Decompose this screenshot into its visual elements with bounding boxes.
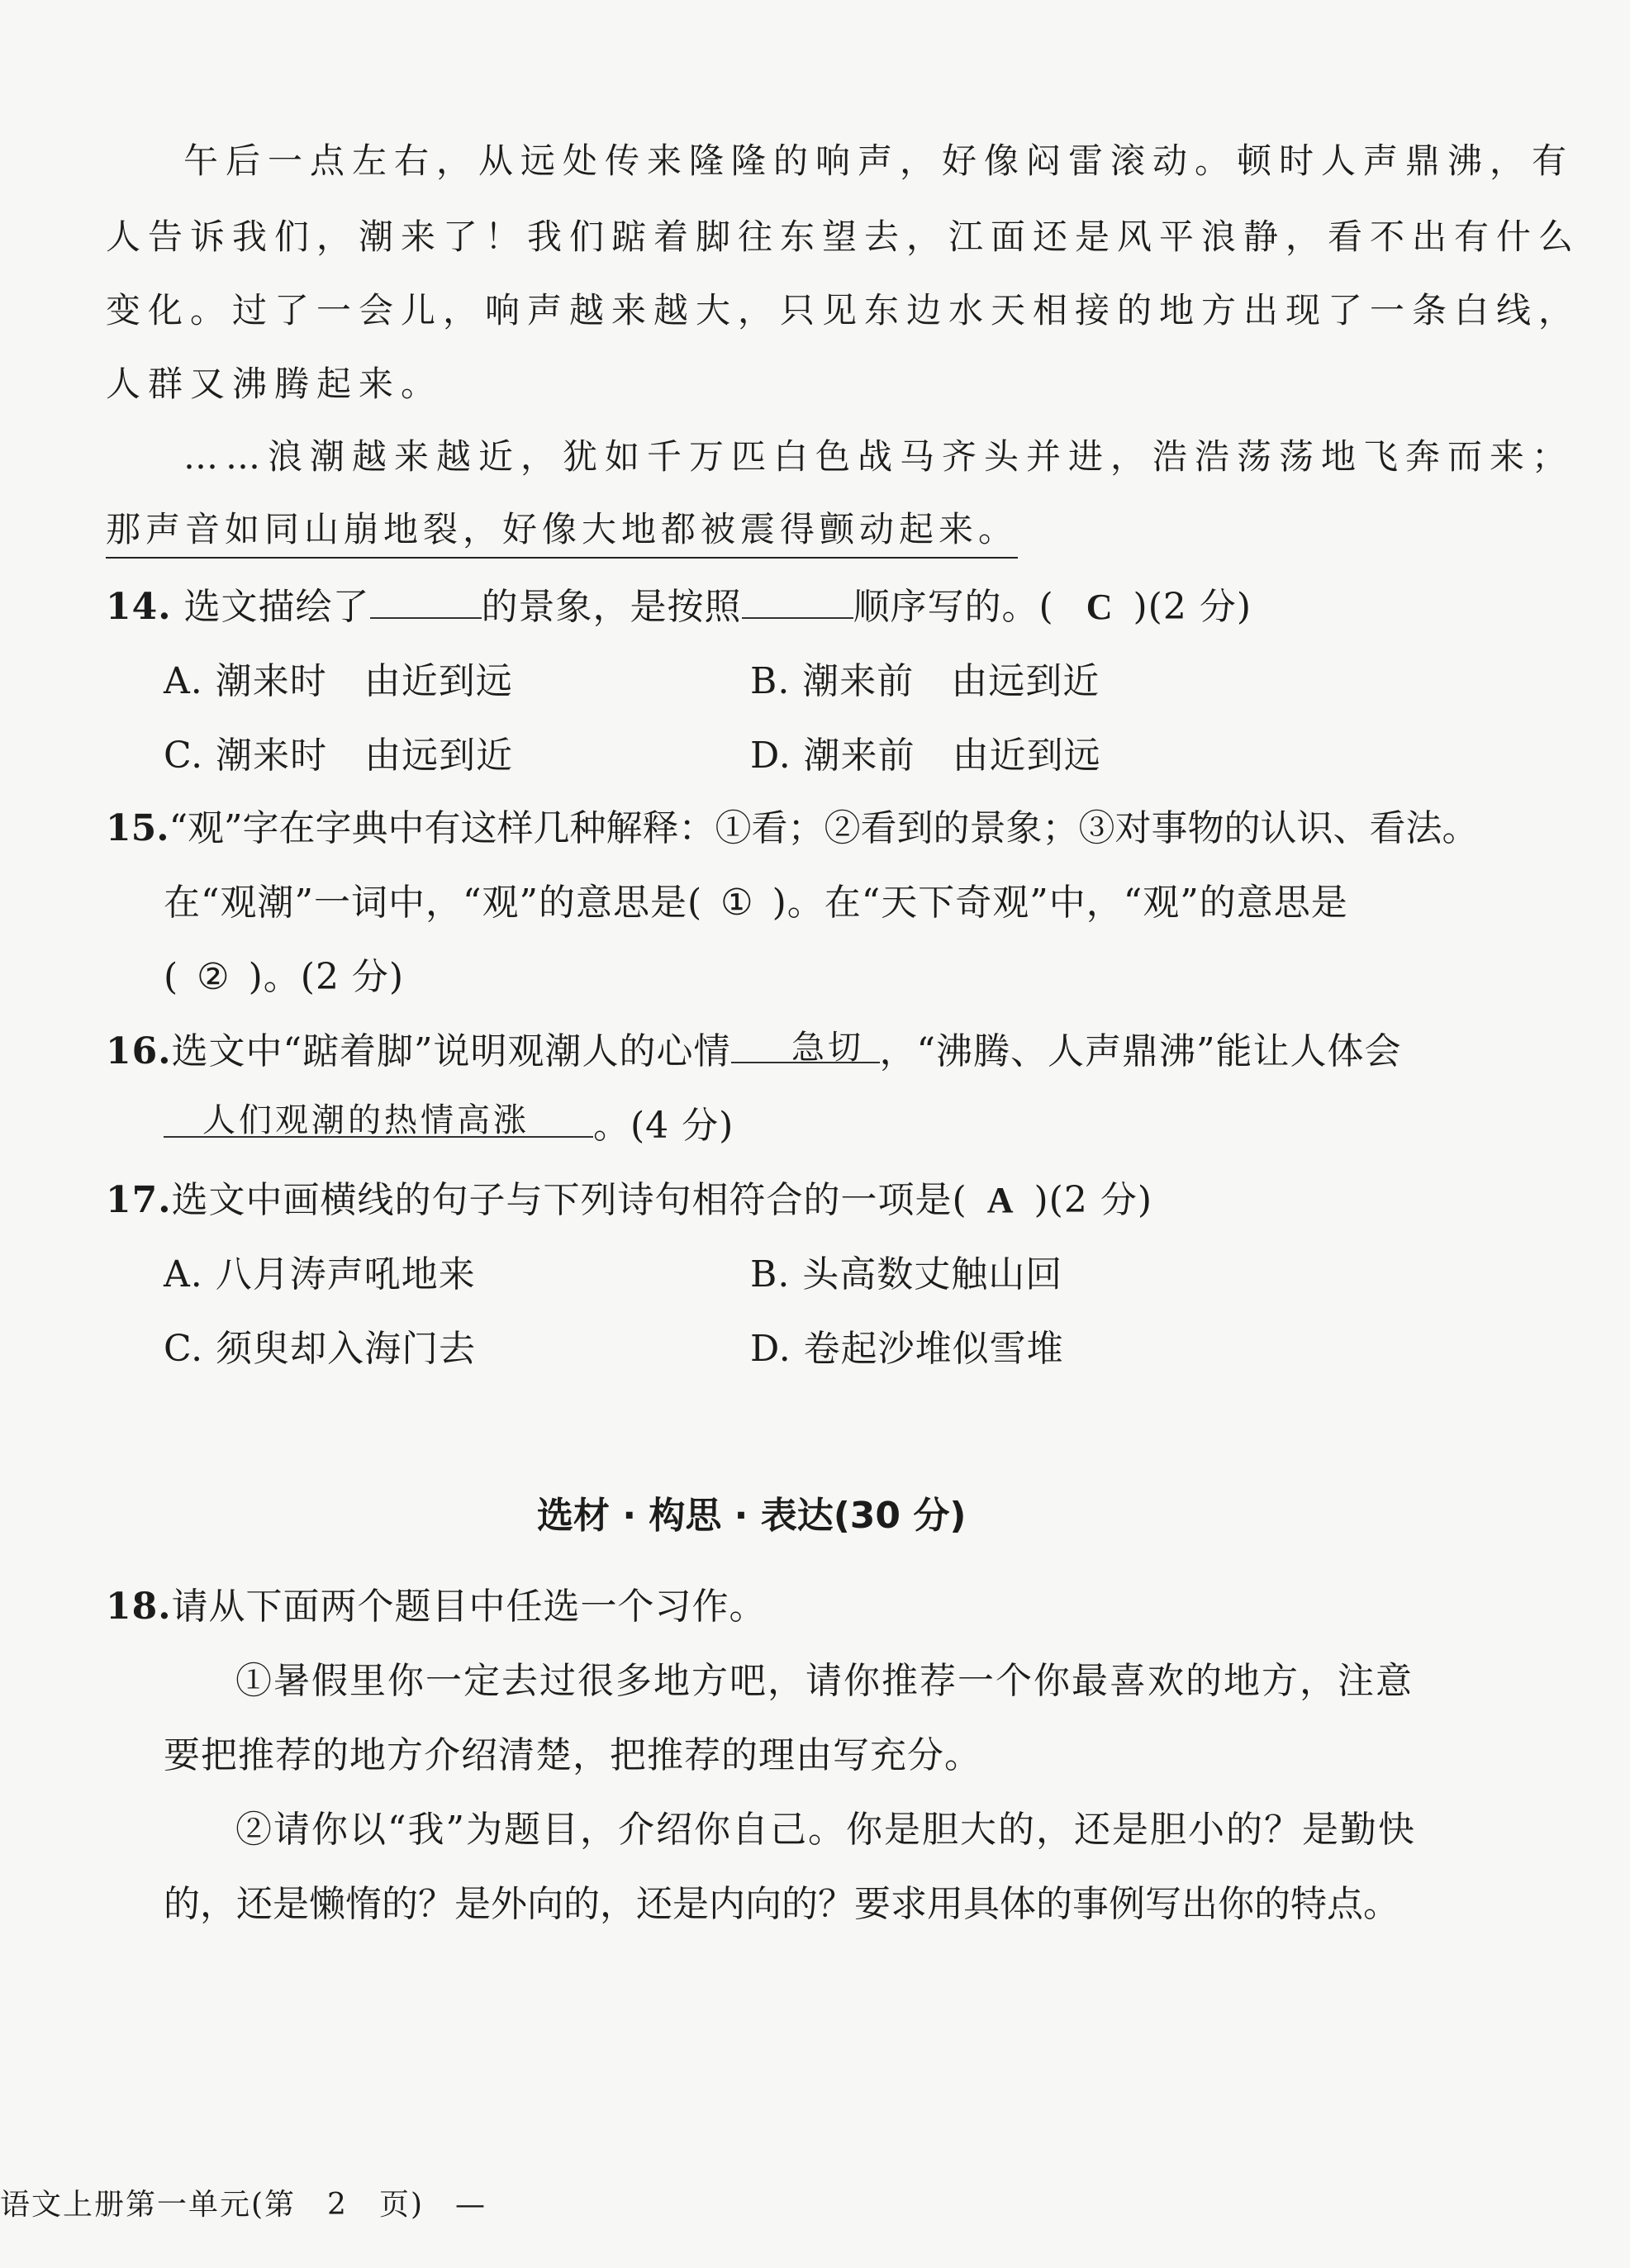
handwritten-answer-2: 人们观潮的热情高涨 [202, 1101, 530, 1139]
option-a: A. 潮来时 由近到远 [164, 660, 513, 702]
question-number: 14. [106, 586, 172, 628]
question-score: )(2 分) [1034, 1179, 1152, 1221]
question-number: 15. [106, 807, 169, 849]
question-text: 顺序写的。( [853, 586, 1054, 628]
question-text: 的景象，是按照 [481, 586, 742, 628]
question-text: 选文中“踮着脚”说明观潮人的心情 [171, 1030, 731, 1072]
option-d: D. 潮来前 由近到远 [750, 735, 1101, 777]
passage-line-3: 变化。过了一会儿，响声越来越大，只见东边水天相接的地方出现了一条白线， [106, 290, 1581, 330]
question-15-line-3 [164, 947, 404, 1000]
handwritten-answer: ② [197, 956, 230, 998]
question-15-line-2 [164, 872, 1348, 925]
handwritten-answer: ① [720, 882, 754, 924]
question-text: 在“观潮”一词中，“观”的意思是( [164, 882, 703, 924]
passage-line-5: ……浪潮越来越近，犹如千万匹白色战马齐头并进，浩浩荡荡地飞奔而来； [183, 436, 1575, 477]
option-d: D. 卷起沙堆似雪堆 [750, 1328, 1064, 1370]
question-17 [106, 1170, 1152, 1223]
question-text: “观”字在字典中有这样几种解释：①看；②看到的景象；③对事物的认识、看法。 [169, 807, 1479, 849]
option-c: C. 须臾却入海门去 [164, 1328, 477, 1370]
question-16 [106, 1021, 1402, 1074]
question-text: 请从下面两个题目中任选一个习作。 [171, 1586, 767, 1628]
question-score: 。(4 分) [593, 1105, 734, 1147]
prompt-1-line-1: ①暑假里你一定去过很多地方吧，请你推荐一个你最喜欢的地方，注意 [235, 1660, 1414, 1702]
question-number: 17. [106, 1179, 172, 1221]
option-b: B. 头高数丈触山回 [750, 1253, 1063, 1296]
handwritten-answer: A [986, 1180, 1015, 1220]
question-text: 选文中画横线的句子与下列诗句相符合的一项是( [171, 1179, 967, 1221]
underlined-sentence: 那声音如同山崩地裂，好像大地都被震得颤动起来。 [106, 502, 1018, 559]
page-footer: 语文上册第一单元(第 2 页) — [0, 2188, 487, 2222]
passage-line-4: 人群又沸腾起来。 [106, 364, 444, 404]
question-15 [106, 798, 1479, 851]
option-b: B. 潮来前 由远到近 [750, 660, 1100, 702]
question-text: 选文描绘了 [183, 586, 370, 628]
option-c: C. 潮来时 由远到近 [164, 735, 514, 777]
answer-blank [370, 578, 482, 619]
question-text: )。在“天下奇观”中，“观”的意思是 [772, 882, 1348, 924]
prompt-2-line-1: ②请你以“我”为题目，介绍你自己。你是胆大的，还是胆小的？是勤快 [235, 1809, 1416, 1851]
question-14 [106, 577, 1252, 630]
question-number: 16. [106, 1030, 172, 1072]
prompt-1-line-2: 要把推荐的地方介绍清楚，把推荐的理由写充分。 [164, 1734, 981, 1776]
question-score: )。(2 分) [248, 956, 405, 998]
question-18 [106, 1576, 767, 1629]
handwritten-answer: C [1086, 587, 1114, 627]
passage-line-2: 人告诉我们，潮来了！我们踮着脚往东望去，江面还是风平浪静，看不出有什么 [106, 216, 1581, 257]
question-score: )(2 分) [1133, 586, 1252, 628]
prompt-2-line-2: 的，还是懒惰的？是外向的，还是内向的？要求用具体的事例写出你的特点。 [164, 1883, 1400, 1925]
section-title: 选材 · 构思 · 表达(30 分) [537, 1495, 967, 1537]
question-number: 18. [106, 1586, 172, 1628]
option-a: A. 八月涛声吼地来 [164, 1253, 476, 1296]
answer-blank [742, 578, 853, 619]
passage-line-1: 午后一点左右，从远处传来隆隆的响声，好像闷雷滚动。顿时人声鼎沸，有 [183, 140, 1575, 181]
question-text: ，“沸腾、人声鼎沸”能让人体会 [879, 1030, 1402, 1072]
question-text: ( [164, 956, 179, 998]
handwritten-answer-1: 急切 [791, 1029, 864, 1067]
